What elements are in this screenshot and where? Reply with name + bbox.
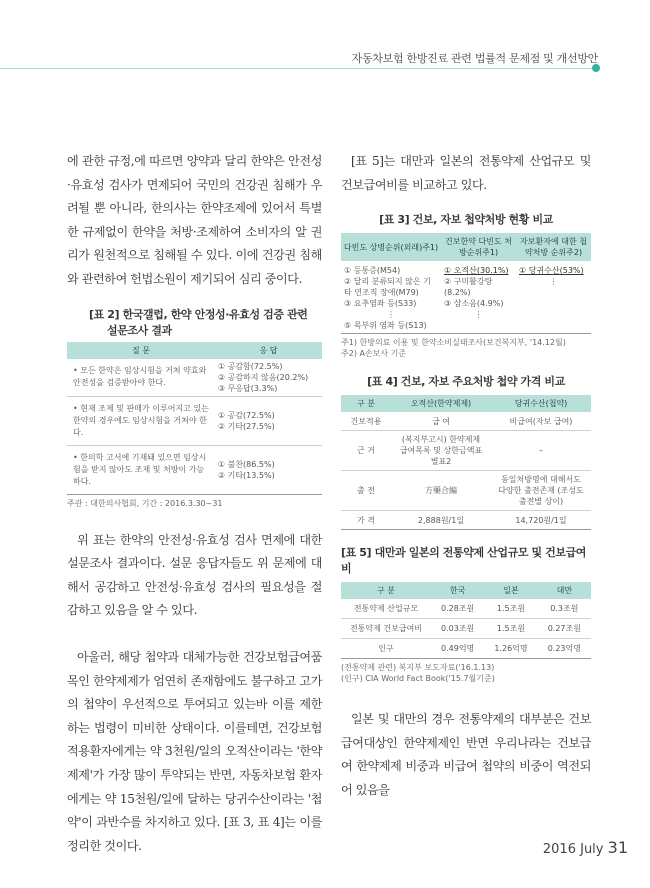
table-note: 주1) 한방의료 이용 및 한약소비실태조사(보건복지부, '14.12월): [341, 338, 566, 348]
table-header: 구 분: [341, 395, 391, 412]
table-cell: 급 여: [391, 412, 491, 431]
issue-date: 2016 July: [542, 842, 604, 857]
table-cell: 동일처방명에 대해서도 다양한 출전존재 (조성도 출전별 상이): [491, 471, 591, 511]
table-cell: 2,888원/1일: [391, 511, 491, 530]
table-cell: 1.5조원: [484, 599, 537, 619]
table-caption: [표 4] 건보, 자보 주요처방 첩약 가격 비교: [367, 375, 565, 389]
page-footer: [543, 838, 628, 857]
table-header: 자보환자에 대한 첩약처방 순위주2): [516, 233, 591, 261]
table-note: (전통약제 관련) 복지부 보도자료('16.1.13): [341, 663, 495, 673]
rank-item: ③ 요추염좌 등(S33): [344, 299, 417, 309]
ellipsis: ⋮: [549, 277, 558, 287]
table-cell: 근 거: [341, 431, 391, 471]
body-paragraph: [표 5]는 대만과 일본의 전통약제 산업규모 및 건보급여비를 비교하고 있다.: [341, 154, 591, 192]
body-paragraph: 에 관한 규정,에 따르면 양약과 달리 한약은 안전성·유효성 검사가 면제되어 국민의 건강권 침해가 우려될 뿐 아니라, 한의사는 한약조제에 있어서 특별한 규제없이 한약을 처방·조제하여 소비자의 알 권리가 원천적으로 침해될 수 있다. 이에 건강권 침해와 관련하여 헌법소원이 제기되어 심리 중이다.: [67, 154, 322, 286]
answer: ② 기타(27.5%): [217, 421, 275, 431]
table-cell: 인구: [341, 639, 431, 659]
table-header: 당귀수산(첩약): [491, 395, 591, 412]
table-cell: [215, 445, 322, 494]
table-cell: –: [491, 431, 591, 471]
table-cell: 方藥合編: [391, 471, 491, 511]
table-caption-line2: 설문조사 결과: [107, 323, 172, 337]
table-caption: [표 5] 대만과 일본의 전통약제 산업규모 및 건보급여비: [341, 546, 587, 576]
table-4: [341, 373, 591, 530]
answer: ① 불찬(86.5%): [217, 459, 275, 469]
table-cell: 출 전: [341, 471, 391, 511]
table-cell: [215, 359, 322, 397]
table-cell: 0.27조원: [538, 619, 591, 639]
rank-item: ① 오적산(30.1%): [444, 266, 509, 276]
table-5: [341, 544, 591, 684]
table-cell: 0.3조원: [538, 599, 591, 619]
answer: ② 공감하지 않음(20.2%): [217, 372, 309, 382]
table-cell: 건보적용: [341, 412, 391, 431]
table-cell: 전통약제 건보급여비: [341, 619, 431, 639]
answer: ① 공감(72.5%): [217, 410, 275, 420]
rank-item: ② 구미활강탕(8.2%): [444, 277, 493, 298]
table-cell: 0.49억명: [431, 639, 484, 659]
table-note: (인구) CIA World Fact Book('15.7월기준): [341, 674, 495, 684]
table-cell: [341, 261, 441, 334]
table-cell: 0.03조원: [431, 619, 484, 639]
page-number: 31: [607, 838, 628, 857]
answer: ③ 무응답(3.3%): [217, 383, 278, 393]
table-cell: • 현재 조제 및 판매가 이루어지고 있는 한약의 경우에도 임상시험을 거쳐야 한다.: [73, 403, 209, 437]
left-column: [67, 150, 322, 858]
table-cell: [516, 261, 591, 334]
table-caption: [표 2] 한국갤럽, 한약 안정성·유효성 검증 관련: [89, 307, 308, 321]
table-note: 주관 : 대한의사협회, 기간 : 2016.3.30~31: [67, 498, 223, 508]
body-paragraph: 일본 및 대만의 경우 전통약제의 대부분은 건보급여대상인 한약제제인 반면 우리나라는 건보급여 한약제제 비중과 비급여 첩약의 비중이 역전되어 있음을: [341, 712, 591, 797]
answer: ② 기타(13.5%): [217, 470, 275, 480]
table-header: 응 답: [215, 342, 322, 359]
table-header: 건보한약 다빈도 처방순위주1): [441, 233, 516, 261]
table-2: [67, 306, 322, 509]
table-header: 다빈도 상병순위(외래)주1): [341, 233, 441, 261]
table-cell: 1.26억명: [484, 639, 537, 659]
table-cell: 전통약제 산업규모: [341, 599, 431, 619]
running-title: 자동차보험 한방진료 관련 법률적 문제점 및 개선방안: [351, 52, 598, 65]
rank-item: ① 당귀수산(53%): [519, 266, 584, 276]
ellipsis: ⋮: [474, 310, 483, 320]
table-cell: 0.28조원: [431, 599, 484, 619]
table-caption: [표 3] 건보, 자보 첩약처방 현황 비교: [379, 213, 553, 227]
table-header: 질 문: [67, 342, 215, 359]
table-cell: 0.23억명: [538, 639, 591, 659]
rank-item: ⑤ 목부위 염좌 등(S13): [344, 321, 427, 331]
table-cell: (복지부고시) 한약제제 급여목록 및 상한금액표 별표2: [391, 431, 491, 471]
table-cell: 1.5조원: [484, 619, 537, 639]
table-cell: 14,720원/1일: [491, 511, 591, 530]
table-header: 오적산(한약제제): [391, 395, 491, 412]
table-cell: [215, 396, 322, 445]
rank-item: ③ 삼소음(4.9%): [444, 299, 504, 309]
table-3: [341, 211, 591, 359]
right-column: [341, 150, 591, 803]
rank-item: ② 달리 분류되지 않은 기타 연조직 장애(M79): [344, 277, 431, 298]
body-paragraph: 위 표는 한약의 안전성·유효성 검사 면제에 대한 설문조사 결과이다. 설문 응답자들도 위 문제에 대해서 공감하고 안전성·유효성 검사의 필요성을 절감하고 있음을 알 수 있다.: [67, 532, 322, 618]
table-cell: [441, 261, 516, 334]
table-cell: 비급여(자보 급여): [491, 412, 591, 431]
table-note: 주2) A손보사 기준: [341, 349, 407, 359]
rank-item: ① 등통증(M54): [344, 266, 401, 276]
table-cell: • 모든 한약은 임상시험을 거쳐 약효와 안전성을 검증받아야 한다.: [73, 366, 207, 388]
header-rule: [0, 68, 595, 69]
table-header: 대만: [538, 582, 591, 599]
table-cell: 가 격: [341, 511, 391, 530]
ellipsis: ⋮: [387, 310, 395, 320]
table-header: 일본: [484, 582, 537, 599]
body-paragraph: 아울러, 해당 첩약과 대체가능한 건강보험급여품목인 한약제제가 엄연히 존재함에도 불구하고 고가의 첩약이 우선적으로 투여되고 있는바 이를 제한하는 법령이 미비한 상태이다. 이를테면, 건강보험 적용환자에게는 약 3천원/일의 오적산이라는 '한약제제'가 가장 많이 투약되는 반면, 자동차보험 환자에게는 약 15천원/일에 달하는 당귀수산이라는 '첩약'이 과반수를 차지하고 있다. [표 3, 표 4]는 이를 정리한 것이다.: [67, 649, 322, 853]
table-cell: • 한의학 고서에 기재돼 있으면 임상시험을 받지 않아도 조제 및 처방이 가능하다.: [73, 452, 207, 486]
table-header: 구 분: [341, 582, 431, 599]
answer: ① 공감함(72.5%): [217, 361, 283, 371]
table-header: 한국: [431, 582, 484, 599]
